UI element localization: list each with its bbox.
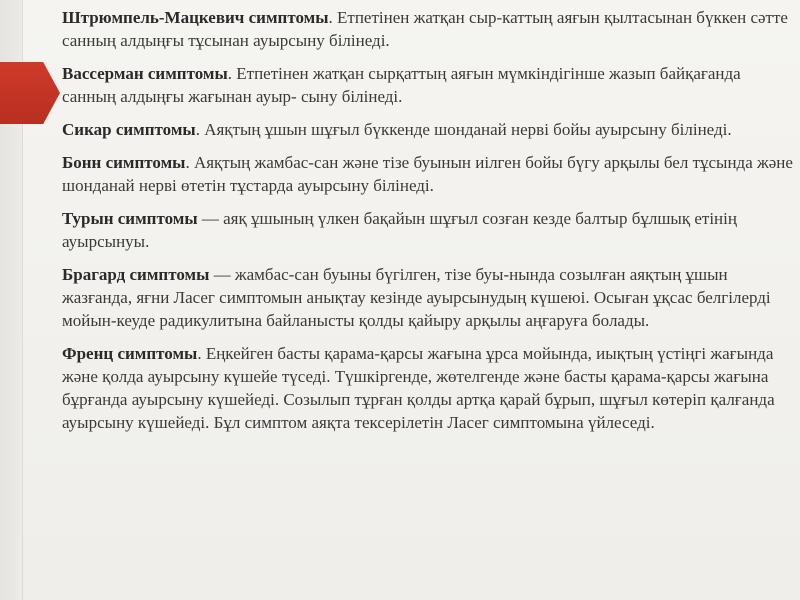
symptom-description: — аяқ ұшының үлкен бақайын шұғыл созған кезде балтыр бұлшық етінің ауырсынуы. xyxy=(62,209,737,251)
symptom-description: . Аяқтың жамбас-сан және тізе буынын иілген бойы бүгу арқылы бел тұсында және шонданай нерві өтетін тұстарда ауырсыну білінеді. xyxy=(62,153,793,195)
symptom-description: — жамбас-сан буыны бүгілген, тізе буы-нында созылған аяқтың ұшын жазғанда, яғни Ласег симптомын анықтау кезінде ауырсынудың күшеюі. Осыған ұқсас белгілерді мойын-кеуде радикулитына байланысты қолды қайыру арқылы аңғаруға болады. xyxy=(62,265,771,330)
symptom-term: Вассерман симптомы xyxy=(62,64,228,83)
list-item-sicard xyxy=(24,118,794,141)
symptom-term: Штрюмпель-Мацкевич симптомы xyxy=(62,8,329,27)
list-item-frenz xyxy=(24,342,794,434)
list-item-wasserman xyxy=(24,62,794,108)
symptom-term: Френц симптомы xyxy=(62,344,198,363)
symptom-description: . Етпетінен жатқан сыр-каттың аяғын қылтасынан бүккен сәтте санның алдыңғы тұсынан ауырсыну білінеді. xyxy=(62,8,788,50)
symptom-term: Турын симптомы xyxy=(62,209,198,228)
symptom-list xyxy=(24,6,794,444)
symptom-description: . Етпетінен жатқан сырқаттың аяғын мүмкіндігінше жазып байқағанда санның алдыңғы жағынан ауыр- сыну білінеді. xyxy=(62,64,741,106)
list-item-bragard xyxy=(24,263,794,332)
list-item-shtrumpel xyxy=(24,6,794,52)
symptom-term: Бонн симптомы xyxy=(62,153,186,172)
symptom-description: . Еңкейген басты қарама-қарсы жағына ұрса мойында, иықтың үстіңгі жағында және қолда ауырсыну күшейе түседі. Түшкіргенде, жөтелгенде және басты қарама-қарсы жағына бұрғанда ауырсыну күшейеді. Созылып тұрған қолды артқа қарай бұрып, шұғыл көтеріп қалғанда ауырсыну күшейеді. Бұл симптом аяқта тексерілетін Ласег симптомына үйлеседі. xyxy=(62,344,775,432)
symptom-description: . Аяқтың ұшын шұғыл бүккенде шонданай нерві бойы ауырсыну білінеді. xyxy=(195,120,732,139)
symptom-term: Сикар симптомы xyxy=(62,120,196,139)
symptom-term: Брагард симптомы xyxy=(62,265,210,284)
list-item-turyn xyxy=(24,207,794,253)
list-item-bonnet xyxy=(24,151,794,197)
